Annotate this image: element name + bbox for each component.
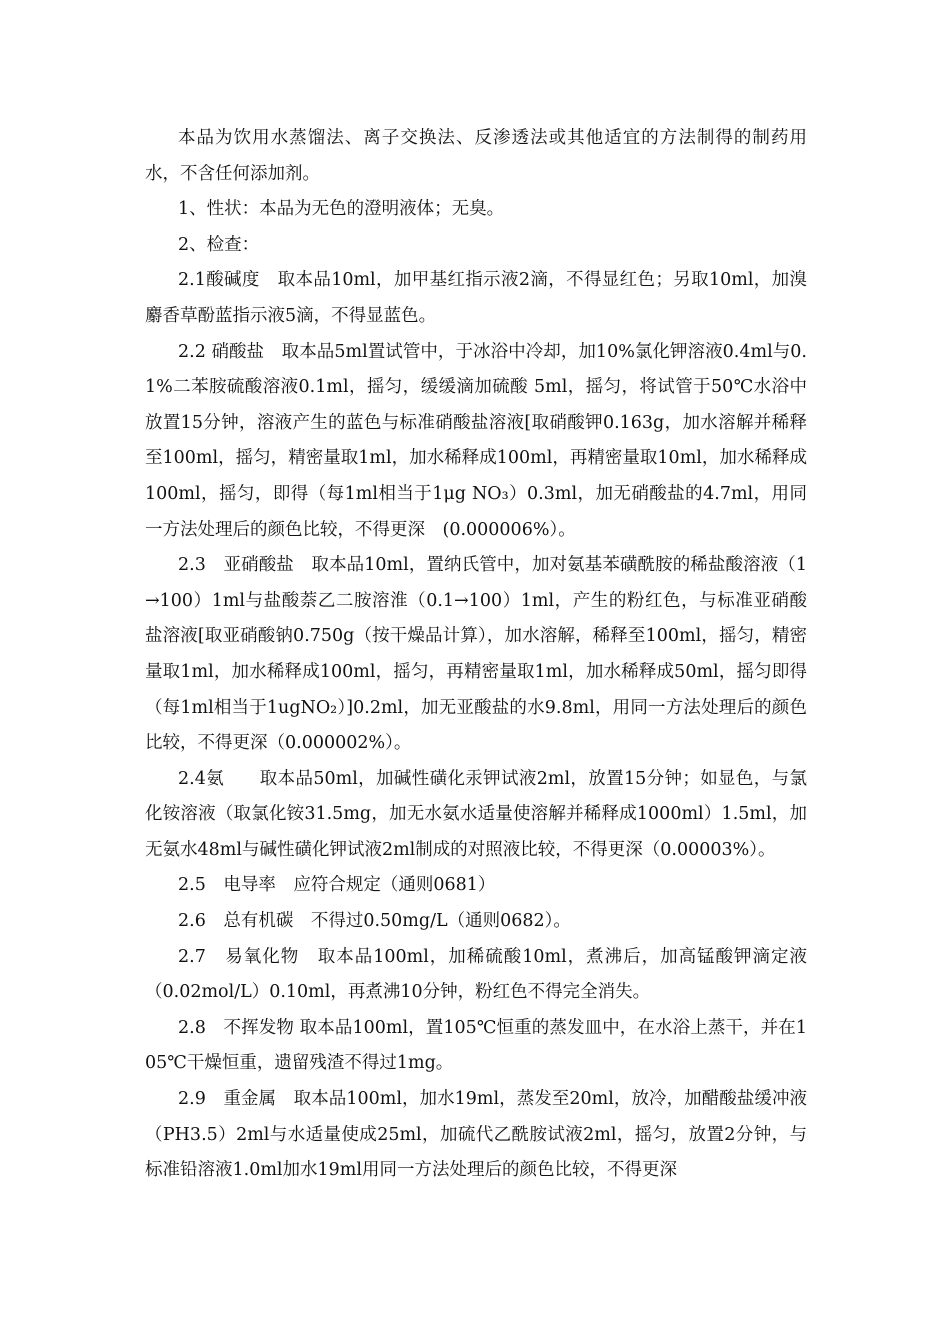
paragraph-inspection-heading: 2、检查： [178, 234, 260, 255]
paragraph-ammonia: 2.4氨 取本品50ml，加碱性磺化汞钾试液2ml，放置15分钟；如显色，与氯化铵溶液（取氯化铵31.5mg，加无水氨水适量使溶解并稀释成1000ml）1.5ml，加无氨水48ml与碱性磺化钾试液2ml制成的对照液比较，不得更深（0.00003%）。 [145, 768, 807, 860]
document-body [145, 121, 807, 1189]
paragraph-conductivity: 2.5 电导率 应符合规定（通则0681） [178, 875, 496, 896]
paragraph-nitrite: 2.3 亚硝酸盐 取本品10ml，置纳氏管中，加对氨基苯磺酰胺的稀盐酸溶液（1→100）1ml与盐酸萘乙二胺溶淮（0.1→100）1ml，产生的粉红色，与标准亚硝酸盐溶液[取亚硝酸钠0.750g（按干燥品计算），加水溶解，稀释至100ml，摇匀，精密量取1ml，加水稀释成100ml，摇匀，再精密量取1ml，加水稀释成50ml，摇匀即得（每1ml相当于1ugNO₂）]0.2ml，加无亚酸盐的水9.8ml，用同一方法处理后的颜色比较，不得更深（0.000002%）。 [145, 555, 807, 754]
paragraph-oxidizable-substances: 2.7 易氧化物 取本品100ml，加稀硫酸10ml，煮沸后，加高锰酸钾滴定液（0.02mol/L）0.10ml，再煮沸10分钟，粉红色不得完全消失。 [145, 946, 807, 1003]
paragraph-acidity: 2.1酸碱度 取本品10ml，加甲基红指示液2滴，不得显红色；另取10ml，加溴麝香草酚蓝指示液5滴，不得显蓝色。 [145, 270, 807, 326]
paragraph-nonvolatile-matter: 2.8 不挥发物 取本品100ml，置105℃恒重的蒸发皿中，在水浴上蒸干，并在105℃干燥恒重，遗留残渣不得过1mg。 [145, 1017, 807, 1074]
paragraph-total-organic-carbon: 2.6 总有机碳 不得过0.50mg/L（通则0682）。 [178, 911, 571, 932]
paragraph-heavy-metals: 2.9 重金属 取本品100ml，加水19ml，蒸发至20ml，放冷，加醋酸盐缓冲液（PH3.5）2ml与水适量使成25ml，加硫代乙酰胺试液2ml，摇匀，放置2分钟，与标准铅溶液1.0ml加水19ml用同一方法处理后的颜色比较，不得更深 [145, 1089, 807, 1181]
paragraph-appearance: 1、性状：本品为无色的澄明液体；无臭。 [178, 199, 505, 220]
paragraph-nitrate: 2.2 硝酸盐 取本品5ml置试管中，于冰浴中冷却，加10%氯化钾溶液0.4ml与0.1%二苯胺硫酸溶液0.1ml，摇匀，缓缓滴加硫酸 5ml，摇匀，将试管于50℃水浴中放置15分钟，溶液产生的蓝色与标准硝酸盐溶液[取硝酸钾0.163g，加水溶解并稀释至100ml，摇匀，精密量取1ml，加水稀释成100ml，再精密量取10ml，加水稀释成100ml，摇匀，即得（每1ml相当于1μg NO₃）0.3ml，加无硝酸盐的4.7ml，用同一方法处理后的颜色比较，不得更深 (0.000006%）。 [145, 341, 807, 540]
paragraph-intro: 本品为饮用水蒸馏法、离子交换法、反渗透法或其他适宜的方法制得的制药用水，不含任何添加剂。 [145, 128, 807, 184]
